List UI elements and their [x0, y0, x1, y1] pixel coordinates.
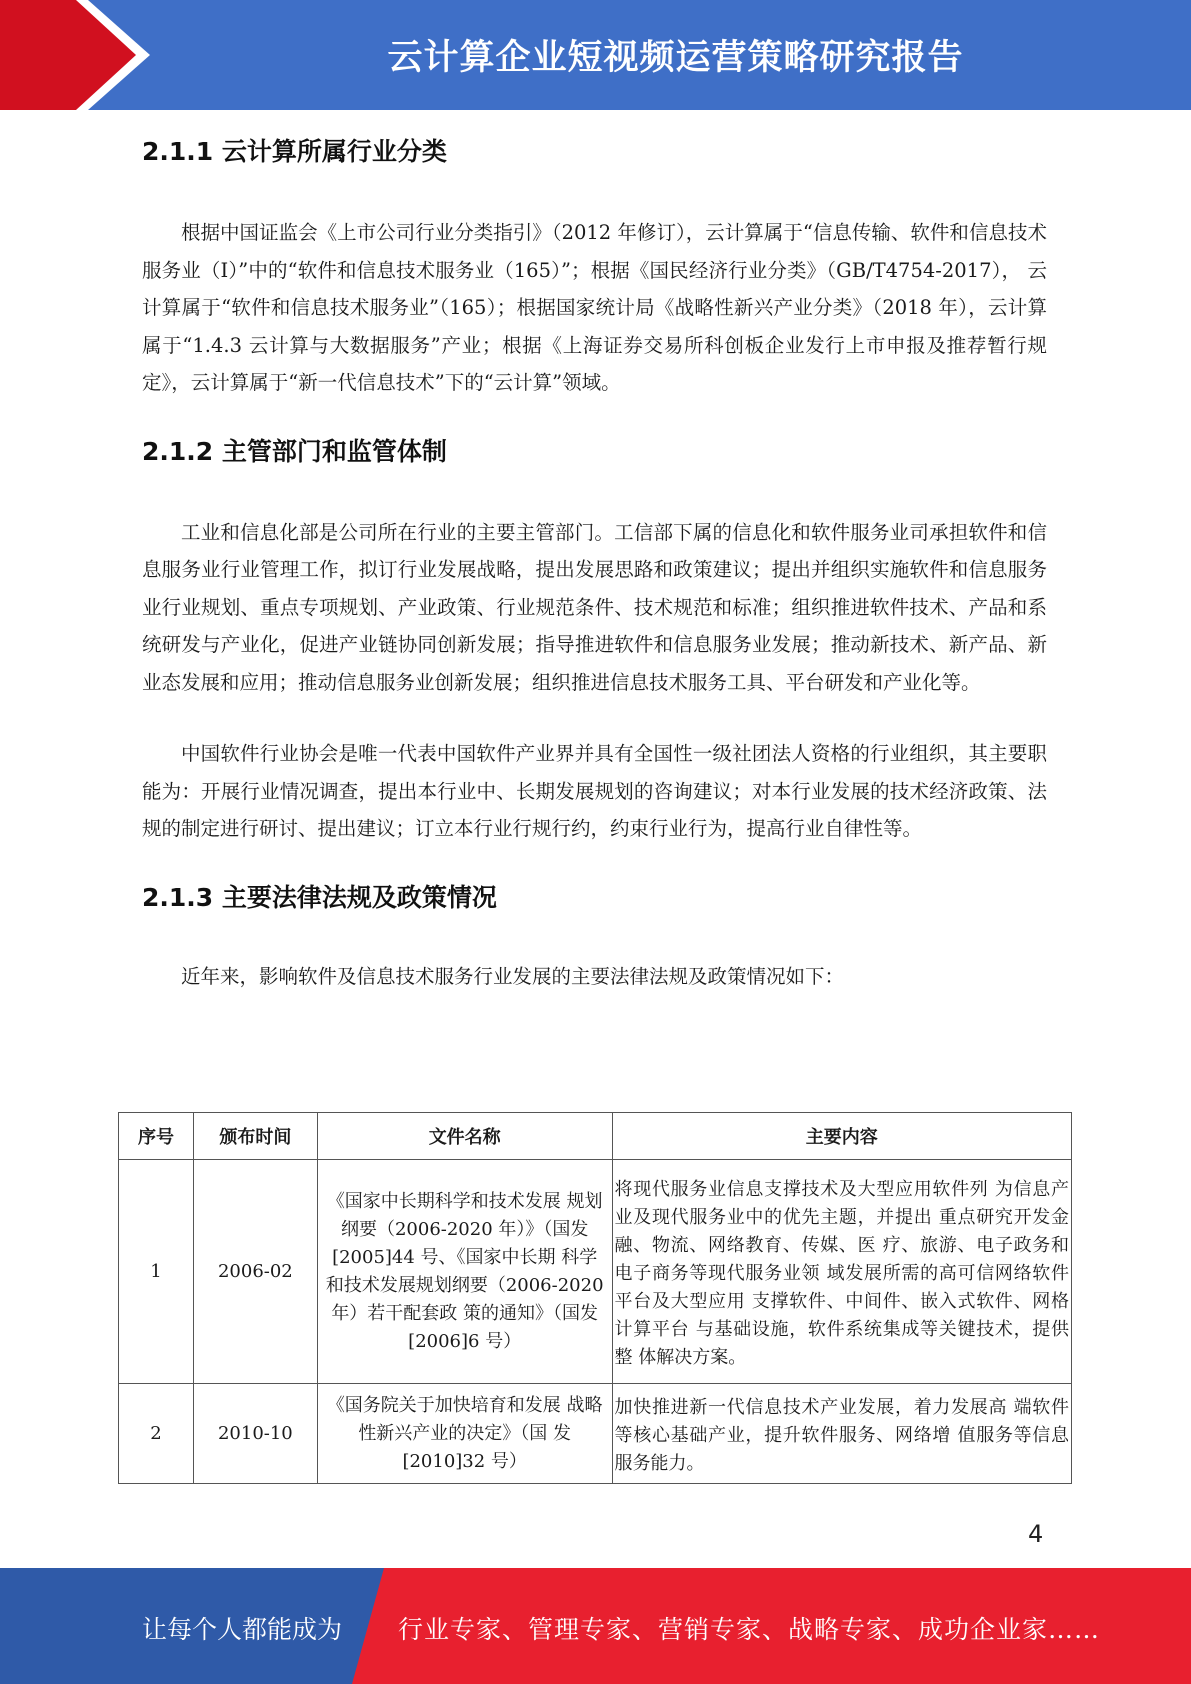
table-row	[119, 1384, 1072, 1484]
page-header	[0, 0, 1191, 110]
cell-content-text: 加快推进新一代信息技术产业发展，着力发展高 端软件等核心基础产业，提升软件服务、网络增 值服务等信息服务能力。	[614, 1396, 1069, 1474]
cell-number: 1	[119, 1160, 194, 1384]
cell-date: 2010-10	[193, 1384, 317, 1484]
footer-slogan-left: 让每个人都能成为	[142, 1615, 343, 1644]
cell-content	[612, 1160, 1071, 1384]
header-arrow-icon	[0, 0, 160, 110]
paragraph: 根据中国证监会《上市公司行业分类指引》（2012 年修订），云计算属于“信息传输、软件和信息技术服务业（I）”中的“软件和信息技术服务业（165）”；根据《国民经济行业分类》（GB/T4754-2017）， 云计算属于“软件和信息技术服务业”（165）；根据国家统计局《战略性新兴产业分类》（2018 年），云计算属于“1.4.3 云计算与大数据服务”产业；根据《上海证券交易所科创板企业发行上市申报及推荐暂行规定》，云计算属于“新一代信息技术”下的“云计算”领域。	[142, 221, 1047, 394]
page-number: 4	[1028, 1520, 1044, 1548]
cell-document: 《国务院关于加快培育和发展 战略性新兴产业的决定》（国 发[2010]32 号）	[317, 1384, 612, 1484]
column-header: 文件名称	[317, 1113, 612, 1160]
table-row	[119, 1160, 1072, 1384]
section-heading: 2.1.1 云计算所属行业分类	[142, 137, 447, 166]
footer-slogan-right: 行业专家、管理专家、营销专家、战略专家、成功企业家……	[398, 1615, 1101, 1644]
paragraph: 工业和信息化部是公司所在行业的主要主管部门。工信部下属的信息化和软件服务业司承担软件和信息服务业行业管理工作，拟订行业发展战略，提出发展思路和政策建议；提出并组织实施软件和信息服务业行业规划、重点专项规划、产业政策、行业规范条件、技术规范和标准；组织推进软件技术、产品和系统研发与产业化，促进产业链协同创新发展；指导推进软件和信息服务业发展；推动新技术、新产品、新业态发展和应用；推动信息服务业创新发展；组织推进信息技术服务工具、平台研发和产业化等。	[142, 520, 1047, 694]
column-header: 序号	[119, 1113, 194, 1160]
table-header-row	[119, 1113, 1072, 1160]
paragraph: 近年来，影响软件及信息技术服务行业发展的主要法律法规及政策情况如下：	[181, 964, 845, 988]
cell-content-text: 将现代服务业信息支撑技术及大型应用软件列 为信息产业及现代服务业中的优先主题，并提出 重点研究开发金融、物流、网络教育、传媒、医 疗、旅游、电子政务和电子商务等现代服务业领 域发展所需的高可信网络软件平台及大型应用 支撑软件、中间件、嵌入式软件、网格计算平台 与基础设施，软件系统集成等关键技术，提供整 体解决方案。	[614, 1178, 1069, 1368]
cell-date: 2006-02	[193, 1160, 317, 1384]
page-footer	[0, 1568, 1191, 1684]
document-body	[142, 128, 1047, 995]
laws-table	[118, 1112, 1072, 1484]
column-header: 主要内容	[612, 1113, 1071, 1160]
cell-content	[612, 1384, 1071, 1484]
cell-number: 2	[119, 1384, 194, 1484]
section-heading: 2.1.3 主要法律法规及政策情况	[142, 882, 497, 912]
cell-document: 《国家中长期科学和技术发展 规划纲要（2006-2020 年）》（国发[2005]44 号、《国家中长期 科学和技术发展规划纲要（2006-2020 年）若干配套政 策的通知》（国发[2006]6 号）	[317, 1160, 612, 1384]
column-header: 颁布时间	[193, 1113, 317, 1160]
section-heading: 2.1.2 主管部门和监管体制	[142, 436, 447, 466]
paragraph: 中国软件行业协会是唯一代表中国软件产业界并具有全国性一级社团法人资格的行业组织，其主要职能为：开展行业情况调查，提出本行业中、长期发展规划的咨询建议；对本行业发展的技术经济政策、法规的制定进行研讨、提出建议；订立本行业行规行约，约束行业行为，提高行业自律性等。	[142, 742, 1047, 840]
header-title: 云计算企业短视频运营策略研究报告	[387, 38, 964, 78]
